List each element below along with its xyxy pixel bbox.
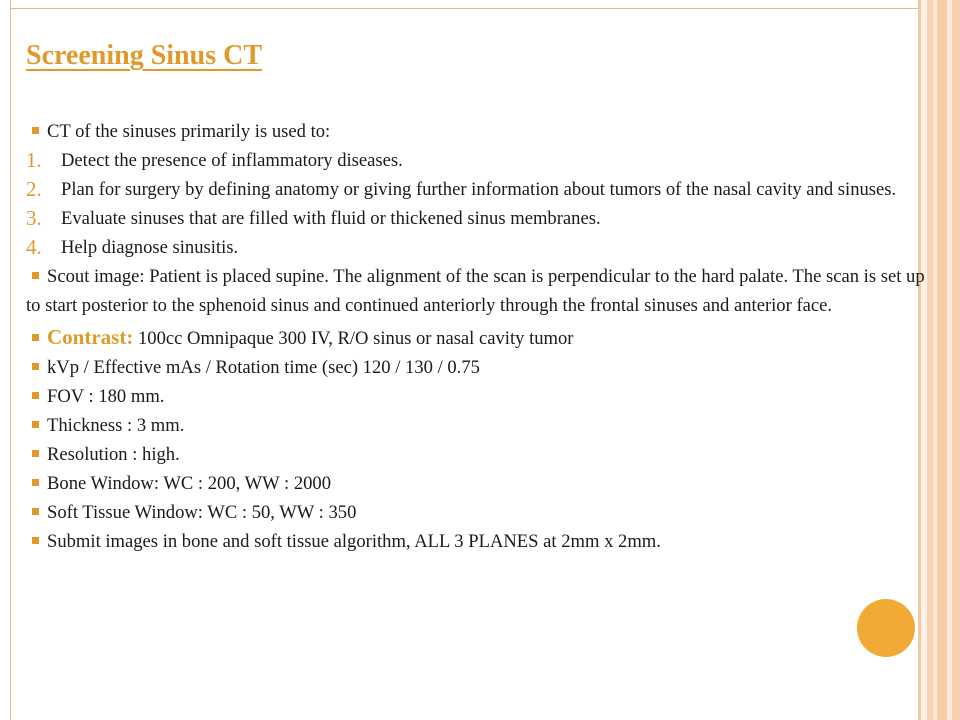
contrast-line: [26, 323, 931, 353]
intro-text: CT of the sinuses primarily is used to:: [47, 121, 331, 142]
param-item: [26, 440, 931, 469]
contrast-label: Contrast:: [47, 325, 134, 349]
slide-title: Screening Sinus CT: [26, 40, 262, 71]
item-text: Evaluate sinuses that are filled with fluid or thickened sinus membranes.: [61, 208, 601, 229]
numbered-item: [26, 175, 931, 204]
item-number: 3.: [26, 206, 42, 230]
square-bullet-icon: [32, 537, 39, 544]
numbered-item: [26, 233, 931, 262]
scout-text: Scout image: Patient is placed supine. The alignment of the scan is perpendicular to the hard palate. The scan is set up to start posterior to the sphenoid sinus and continued anteriorly through the frontal sinuses and anterior face.: [26, 266, 925, 316]
orange-circle-decoration: [857, 599, 915, 657]
param-item: [26, 382, 931, 411]
param-item: [26, 411, 931, 440]
square-bullet-icon: [32, 392, 39, 399]
numbered-item: [26, 204, 931, 233]
intro-line: [26, 117, 931, 146]
square-bullet-icon: [32, 479, 39, 486]
param-text: Resolution : high.: [47, 444, 180, 465]
param-text: kVp / Effective mAs / Rotation time (sec) 120 / 130 / 0.75: [47, 357, 480, 378]
item-text: Help diagnose sinusitis.: [61, 237, 239, 258]
square-bullet-icon: [32, 127, 39, 134]
square-bullet-icon: [32, 363, 39, 370]
param-text: Submit images in bone and soft tissue algorithm, ALL 3 PLANES at 2mm x 2mm.: [47, 531, 661, 552]
square-bullet-icon: [32, 508, 39, 515]
param-text: Bone Window: WC : 200, WW : 2000: [47, 473, 332, 494]
param-text: FOV : 180 mm.: [47, 386, 165, 407]
scout-paragraph: [26, 262, 931, 320]
square-bullet-icon: [32, 334, 39, 341]
item-number: 1.: [26, 148, 42, 172]
contrast-text: 100cc Omnipaque 300 IV, R/O sinus or nasal cavity tumor: [137, 328, 574, 349]
param-text: Thickness : 3 mm.: [47, 415, 185, 436]
parameter-list: [26, 353, 931, 556]
left-frame-line: [0, 0, 11, 720]
top-frame-line: [0, 0, 920, 9]
param-text: Soft Tissue Window: WC : 50, WW : 350: [47, 502, 357, 523]
param-item: [26, 527, 931, 556]
param-item: [26, 353, 931, 382]
param-item: [26, 498, 931, 527]
square-bullet-icon: [32, 450, 39, 457]
param-item: [26, 469, 931, 498]
slide-body: [26, 117, 931, 556]
item-text: Plan for surgery by defining anatomy or giving further information about tumors of the nasal cavity and sinuses.: [61, 179, 897, 200]
item-number: 4.: [26, 235, 42, 259]
numbered-item: [26, 146, 931, 175]
square-bullet-icon: [32, 421, 39, 428]
square-bullet-icon: [32, 272, 39, 279]
item-number: 2.: [26, 177, 42, 201]
item-text: Detect the presence of inflammatory diseases.: [61, 150, 403, 171]
